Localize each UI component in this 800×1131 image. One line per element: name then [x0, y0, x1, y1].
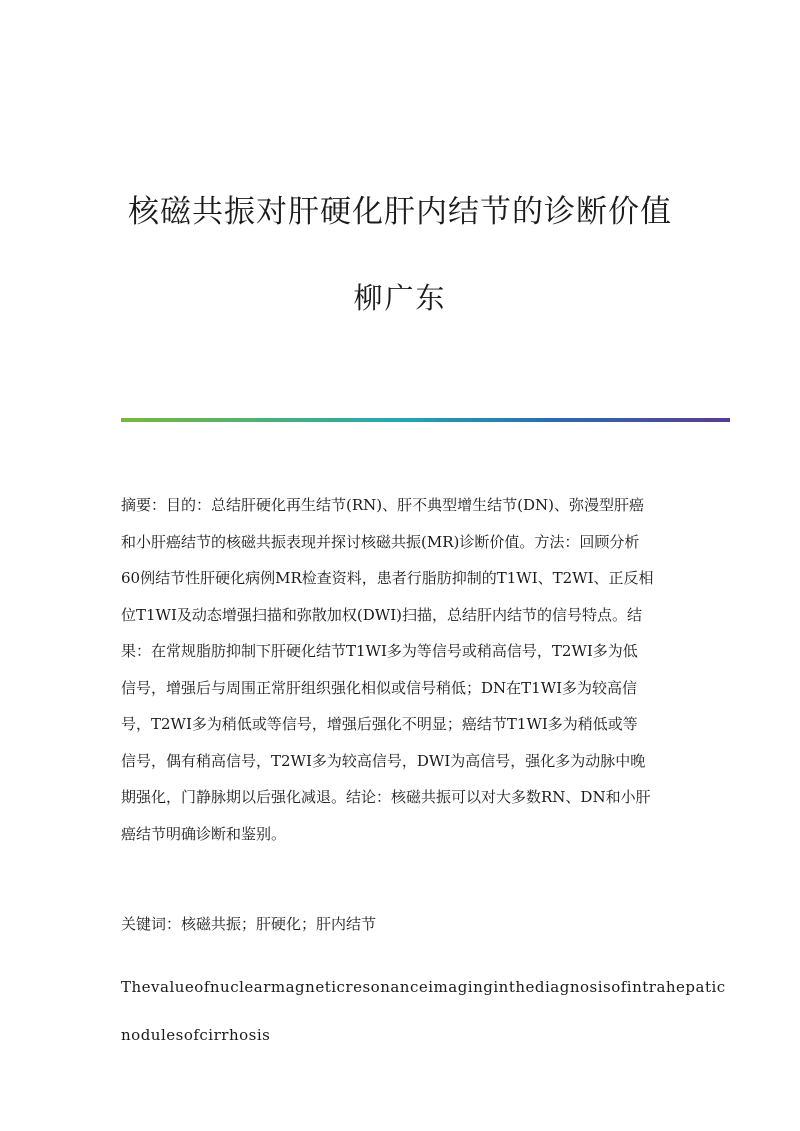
abstract-line: 号，T2WI多为稍低或等信号，增强后强化不明显；癌结节T1WI多为稍低或等	[121, 715, 638, 733]
abstract-line: 摘要：目的：总结肝硬化再生结节(RN)、肝不典型增生结节(DN)、弥漫型肝癌	[121, 496, 644, 514]
abstract-line: 信号，偶有稍高信号，T2WI多为较高信号，DWI为高信号，强化多为动脉中晚	[121, 751, 646, 770]
abstract-line: 果：在常规脂肪抑制下肝硬化结节T1WI多为等信号或稍高信号，T2WI多为低	[121, 642, 638, 660]
author-name: 柳广东	[353, 281, 447, 315]
abstract-line: 和小肝癌结节的核磁共振表现并探讨核磁共振(MR)诊断价值。方法：回顾分析	[121, 532, 640, 551]
abstract-line: 期强化，门静脉期以后强化减退。结论：核磁共振可以对大多数RN、DN和小肝	[121, 788, 651, 806]
abstract-line: 癌结节明确诊断和鉴别。	[121, 824, 287, 843]
english-title-line: Thevalueofnuclearmagneticresonanceimaginginthediagnosisofintrahepatic	[121, 978, 726, 996]
document-title: 核磁共振对肝硬化肝内结节的诊断价值	[128, 194, 672, 230]
english-title-line: nodulesofcirrhosis	[121, 1026, 271, 1044]
abstract-line: 信号，增强后与周围正常肝组织强化相似或信号稍低；DN在T1WI多为较高信	[121, 678, 638, 697]
abstract-line: 位T1WI及动态增强扫描和弥散加权(DWI)扫描，总结肝内结节的信号特点。结	[121, 605, 642, 624]
english-title	[121, 963, 726, 1059]
abstract	[121, 487, 681, 852]
abstract-line: 60例结节性肝硬化病例MR检查资料，患者行脂肪抑制的T1WI、T2WI、正反相	[121, 569, 654, 587]
gradient-divider	[121, 418, 730, 422]
keywords: 关键词：核磁共振；肝硬化；肝内结节	[121, 915, 377, 933]
